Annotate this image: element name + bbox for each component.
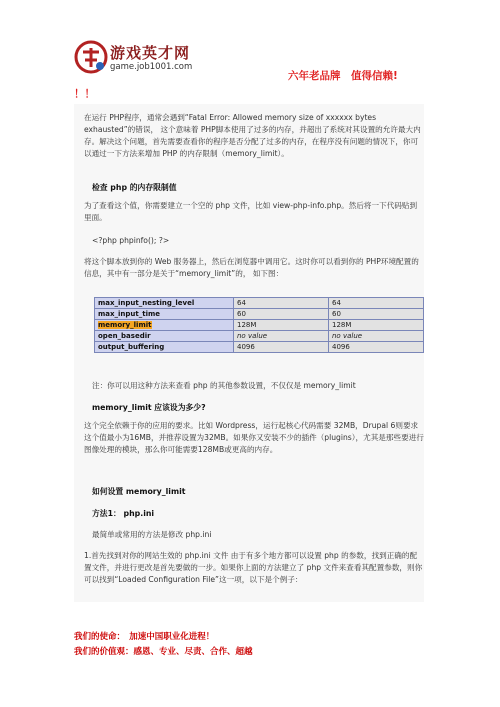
- config-local-value: 128M: [234, 320, 329, 331]
- intro-paragraph: 在运行 PHP程序，通常会遇到“Fatal Error: Allowed memory size of xxxxxx bytes exhausted”的错误， 这个意味着 PHP脚本使用了过多的内存，并超出了系统对其设置的允许最大内存。解决这个问题，首先需要查看你的程序是否分配了过多的内存，在程序没有问题的情况下，你可以通过一下方法来增加 PHP 的内存限制（memory_limit）。: [84, 113, 421, 158]
- paragraph-simplest-method: 最简单或常用的方法是修改 php.ini: [92, 530, 212, 539]
- config-master-value: no value: [329, 331, 424, 342]
- config-master-value: 128M: [329, 320, 424, 331]
- config-table: [94, 297, 424, 353]
- highlighted-key: memory_limit: [98, 321, 152, 329]
- config-local-value: 64: [234, 298, 329, 309]
- table-row: [95, 320, 424, 331]
- method-heading: 方法1： php.ini: [92, 509, 155, 518]
- section-heading-how-to-set: 如何设置 memory_limit: [92, 487, 186, 496]
- config-local-value: 60: [234, 309, 329, 320]
- config-local-value: 4096: [234, 342, 329, 353]
- config-master-value: 64: [329, 298, 424, 309]
- config-key: max_input_nesting_level: [95, 298, 234, 309]
- config-master-value: 4096: [329, 342, 424, 353]
- header-slogan-tail: ！！: [74, 88, 95, 100]
- code-snippet: <?php phpinfo(); ?>: [92, 236, 170, 245]
- table-row: [95, 298, 424, 309]
- config-key: open_basedir: [95, 331, 234, 342]
- section-heading-how-much: memory_limit 应该设为多少?: [92, 403, 206, 412]
- header-slogan: 六年老品牌 值得信赖!: [288, 70, 398, 82]
- table-row: [95, 342, 424, 353]
- paragraph-find-ini: 1.首先找到对你的网站生效的 php.ini 文件 由于有多个地方都可以设置 php 的参数，找到正确的配置文件，并进行更改是首先要做的一步。如果你上面的方法建立了 php 文件来查看其配置参数，则你可以找到“Loaded Configuration File”这一项，以下是个例子：: [84, 551, 423, 584]
- logo-url: game.job1001.com: [110, 62, 193, 72]
- config-master-value: 60: [329, 309, 424, 320]
- config-key: max_input_time: [95, 309, 234, 320]
- logo-name: 游戏英才网: [110, 44, 191, 62]
- logo-mark-icon: [74, 40, 108, 74]
- section-heading-check: 检查 php 的内存限制值: [92, 183, 177, 192]
- paragraph-create-file: 为了查看这个值，你需要建立一个空的 php 文件，比如 view-php-info.php。然后将一下代码贴到里面。: [84, 201, 418, 222]
- site-logo[interactable]: [74, 40, 234, 82]
- table-row: [95, 331, 424, 342]
- paragraph-requirements: 这个完全依赖于你的应用的要求。比如 Wordpress，运行起核心代码需要 32MB，Drupal 6则要求这个值最小为16MB，并推荐设置为32MB。如果你又安装不少的插件（plugins），尤其是那些要进行图像处理的模块，那么你可能需要128MB或更高的内存。: [84, 421, 424, 454]
- config-key-highlighted: [95, 320, 234, 331]
- footer-values: 我们的价值观：感恩、专业、尽责、合作、超越: [74, 647, 253, 657]
- footer-mission: 我们的使命： 加速中国职业化进程！: [74, 632, 215, 642]
- config-local-value: no value: [234, 331, 329, 342]
- note-paragraph: 注：你可以用这种方法来查看 php 的其他参数设置，不仅仅是 memory_limit: [92, 381, 356, 390]
- table-row: [95, 309, 424, 320]
- article-body: [74, 104, 424, 602]
- paragraph-upload-script: 将这个脚本放到你的 Web 服务器上，然后在浏览器中调用它。这时你可以看到你的 PHP环境配置的信息，其中有一部分是关于“memory_limit”的， 如下图：: [84, 257, 419, 278]
- config-key: output_buffering: [95, 342, 234, 353]
